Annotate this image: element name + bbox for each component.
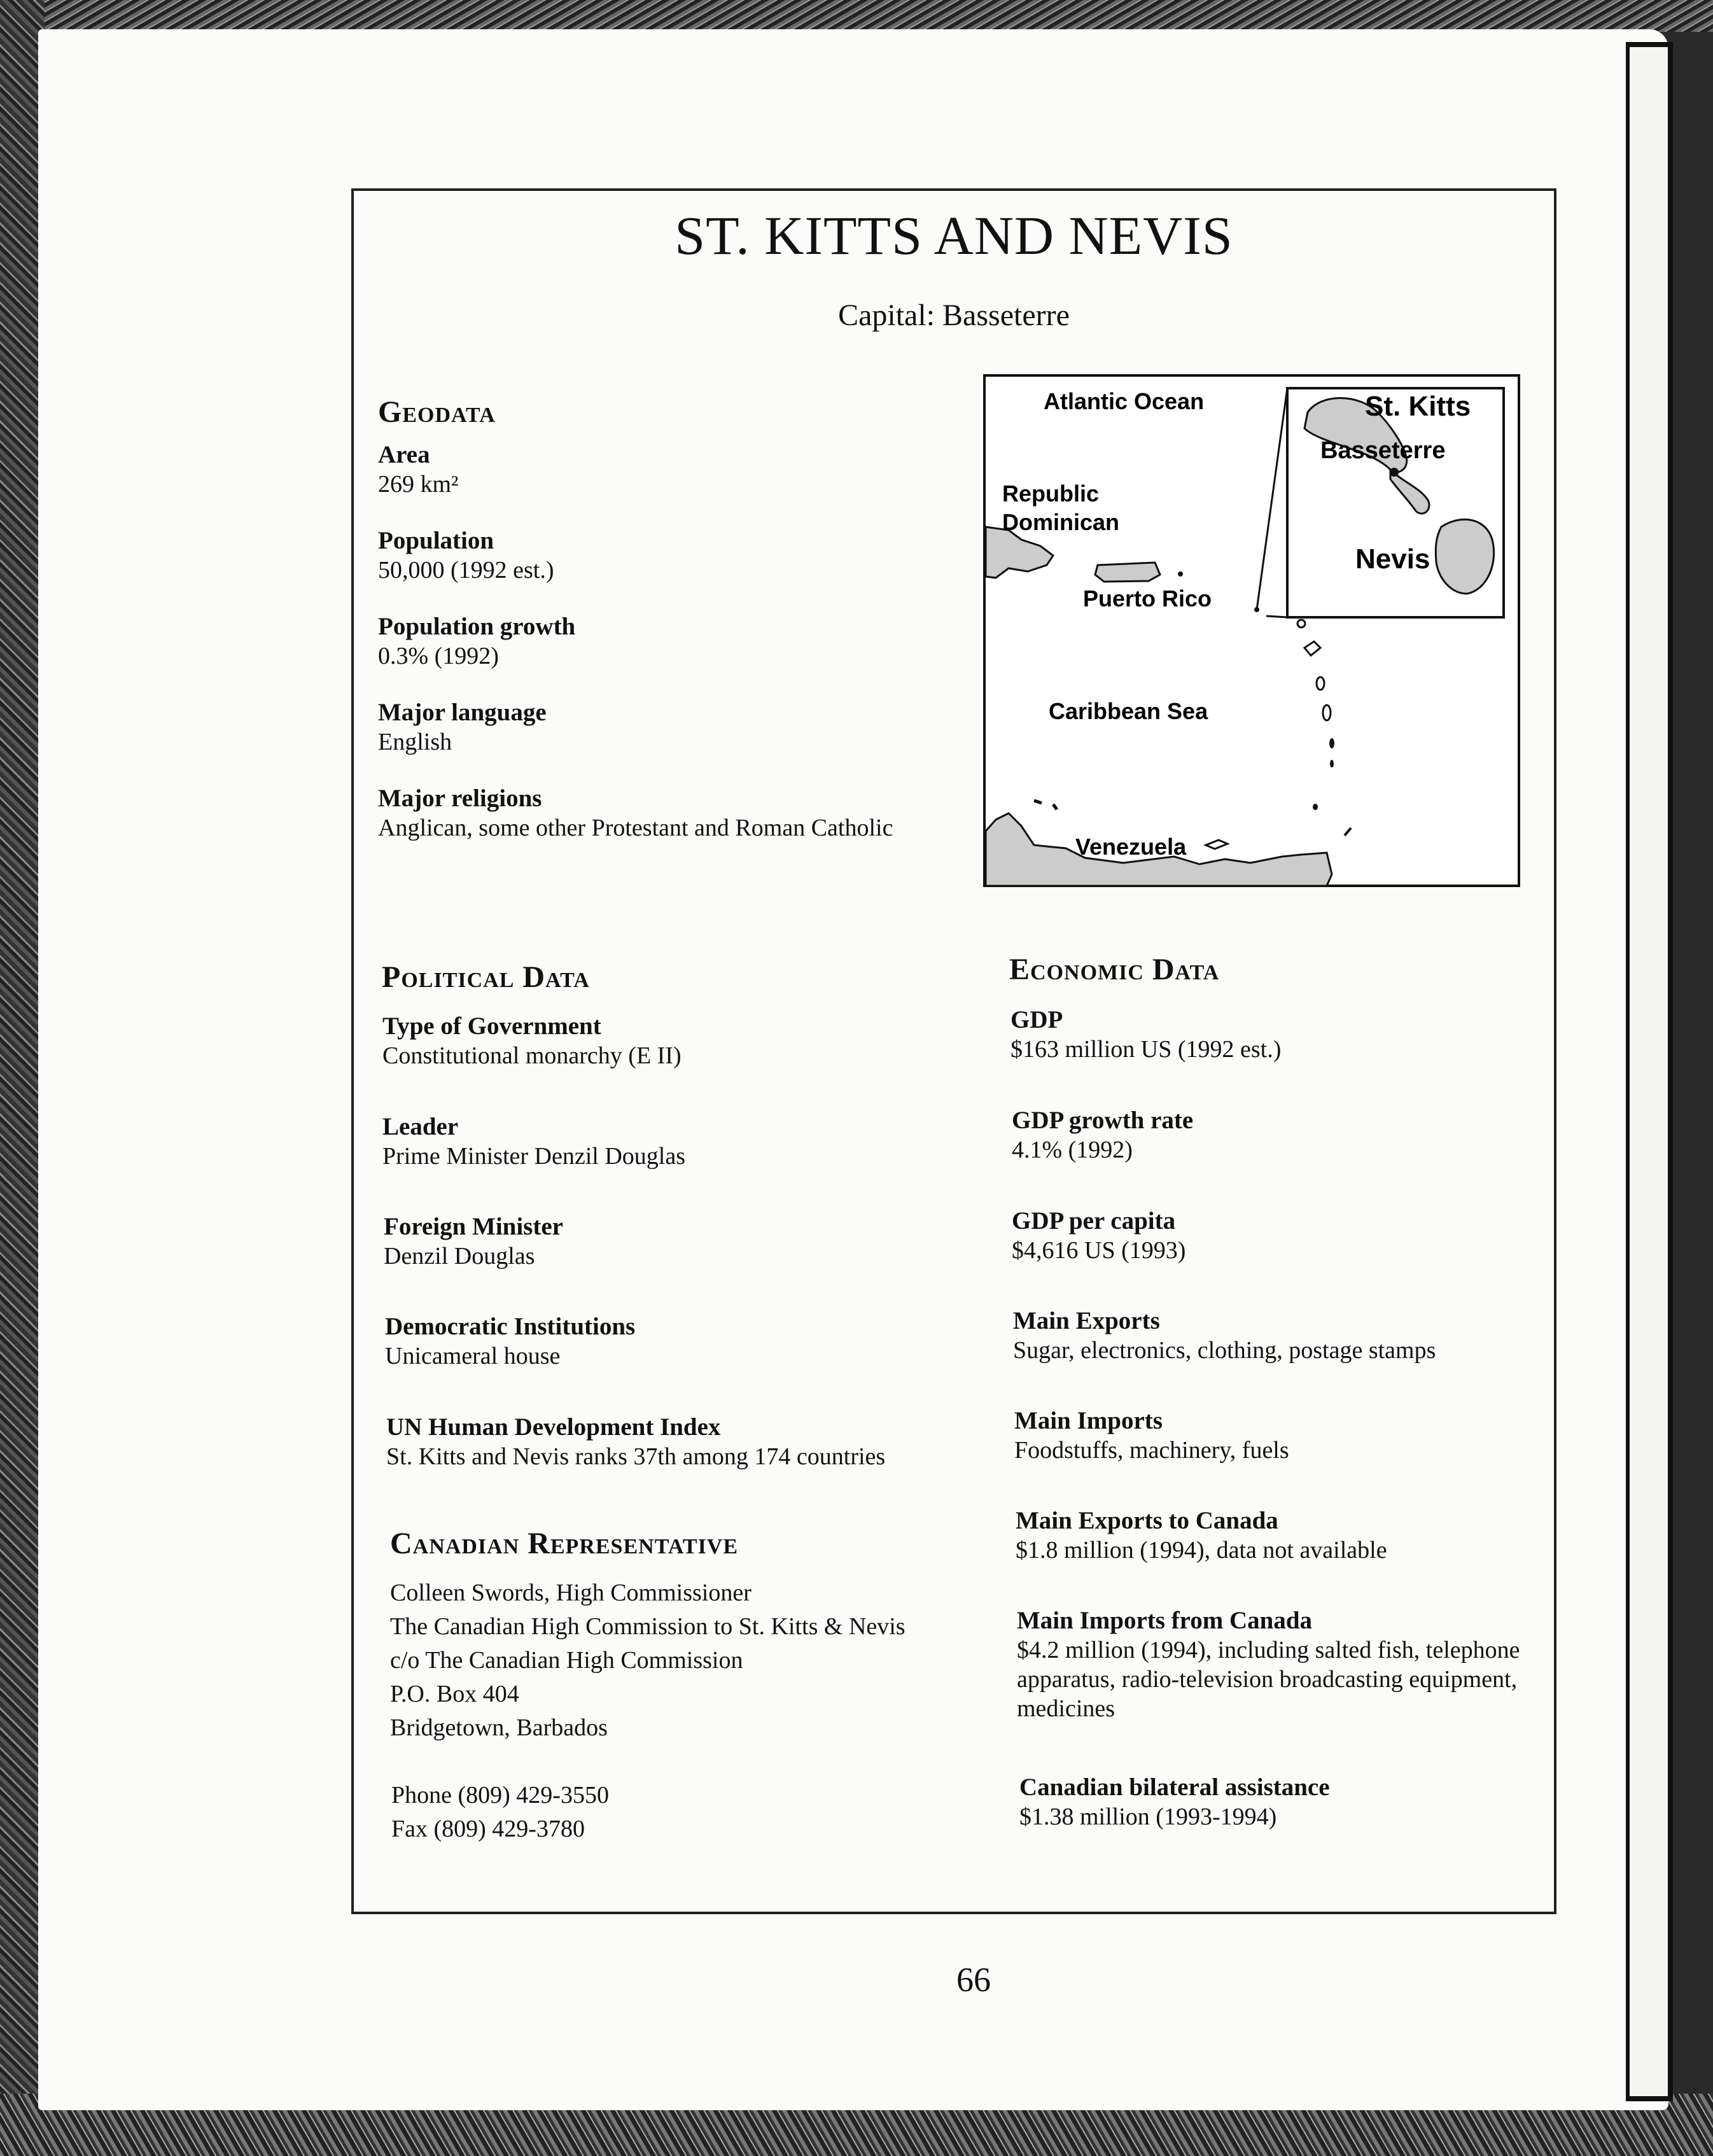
field-value: $4,616 US (1993) [1012, 1237, 1186, 1264]
capital-line: Capital: Basseterre [838, 298, 1070, 332]
canadian-rep-contact [391, 1779, 964, 1846]
field-label: Main Imports from Canada [1017, 1607, 1313, 1634]
islet-dot [1178, 571, 1183, 577]
geodata-major-religions [378, 784, 951, 843]
basseterre-dot [1390, 468, 1399, 477]
address-line: P.O. Box 404 [390, 1681, 519, 1707]
address-line: Colleen Swords, High Commissioner [390, 1579, 752, 1606]
label-puerto-rico: Puerto Rico [1083, 585, 1212, 612]
field-label: Democratic Institutions [385, 1313, 636, 1340]
inset-pointer-line-bottom [1266, 616, 1287, 617]
field-value-line: medicines [1017, 1695, 1115, 1722]
page-title: ST. KITTS AND NEVIS [675, 205, 1233, 266]
label-dominican: Dominican [1002, 509, 1120, 535]
economic-exports-to-canada [1016, 1506, 1556, 1565]
political-heading: Political Data [382, 960, 590, 994]
field-label: Major religions [378, 785, 542, 812]
economic-main-exports [1013, 1306, 1554, 1365]
nevis-island [1436, 519, 1493, 594]
antilles-dot [1254, 607, 1259, 612]
field-label: Canadian bilateral assistance [1019, 1774, 1330, 1801]
field-label: Major language [378, 699, 547, 726]
region-map [983, 374, 1520, 887]
field-label: Population [378, 527, 494, 554]
address-line: c/o The Canadian High Commission [390, 1647, 743, 1674]
field-label: Main Imports [1014, 1407, 1163, 1434]
economic-bilateral-assistance [1019, 1773, 1560, 1831]
political-foreign-minister [384, 1212, 1020, 1271]
field-value: Constitutional monarchy (E II) [382, 1042, 682, 1069]
label-republic: Republic [1002, 480, 1100, 507]
economic-imports-from-canada [1017, 1606, 1558, 1723]
label-atlantic-ocean: Atlantic Ocean [1044, 388, 1205, 414]
field-value: 50,000 (1992 est.) [378, 557, 554, 584]
economic-gdp-growth [1012, 1106, 1553, 1165]
canadian-rep-heading: Canadian Representative [390, 1527, 739, 1560]
field-value: $1.8 million (1994), data not available [1016, 1537, 1387, 1564]
antilles-island-5 [1330, 760, 1334, 767]
field-label: GDP per capita [1012, 1207, 1176, 1235]
field-value: Unicameral house [385, 1343, 561, 1369]
field-value: $163 million US (1992 est.) [1010, 1036, 1282, 1063]
address-line: Bridgetown, Barbados [390, 1714, 608, 1741]
political-type-of-government [382, 1012, 1019, 1070]
economic-heading: Economic Data [1009, 953, 1220, 986]
field-value-line: $4.2 million (1994), including salted fish, telephone [1017, 1637, 1520, 1663]
field-label: GDP growth rate [1012, 1107, 1194, 1134]
label-basseterre: Basseterre [1320, 437, 1446, 464]
field-value: English [378, 729, 452, 755]
field-label: Main Exports [1013, 1307, 1160, 1334]
field-label: Leader [382, 1113, 459, 1140]
puerto-rico-island [1095, 563, 1160, 582]
page-binding-edge [1626, 42, 1673, 2101]
label-st-kitts: St. Kitts [1365, 391, 1471, 422]
field-label: Main Exports to Canada [1016, 1507, 1278, 1534]
label-caribbean-sea: Caribbean Sea [1049, 698, 1208, 724]
field-label: UN Human Development Index [386, 1413, 721, 1441]
antilles-island-3 [1323, 705, 1331, 720]
fax-line: Fax (809) 429-3780 [391, 1816, 585, 1842]
label-nevis: Nevis [1355, 543, 1430, 575]
field-value: $1.38 million (1993-1994) [1019, 1803, 1277, 1830]
label-venezuela: Venezuela [1075, 834, 1187, 860]
economic-gdp [1010, 1005, 1551, 1064]
field-value: Foodstuffs, machinery, fuels [1014, 1437, 1289, 1464]
field-value: Sugar, electronics, clothing, postage stamps [1013, 1337, 1436, 1364]
field-label: GDP [1010, 1006, 1063, 1033]
field-label: Type of Government [382, 1012, 601, 1040]
field-value: Anglican, some other Protestant and Roman Catholic [378, 815, 893, 841]
political-leader [382, 1112, 1019, 1171]
field-label: Population growth [378, 613, 576, 640]
page-number: 66 [956, 1961, 991, 1999]
field-label: Area [378, 441, 430, 468]
geodata-population-growth [378, 612, 1014, 671]
field-value: St. Kitts and Nevis ranks 37th among 174 countries [386, 1443, 886, 1470]
field-value: 269 km² [378, 471, 459, 498]
geodata-population [378, 526, 1014, 585]
field-value: 4.1% (1992) [1012, 1137, 1133, 1163]
economic-main-imports [1014, 1406, 1555, 1465]
field-value-line: apparatus, radio-television broadcasting equipment, [1017, 1666, 1518, 1693]
geodata-major-language [378, 698, 1014, 757]
phone-line: Phone (809) 429-3550 [391, 1782, 609, 1809]
antilles-island-4 [1329, 738, 1334, 748]
field-value: Denzil Douglas [384, 1243, 535, 1270]
political-hdi [386, 1413, 959, 1471]
geodata-heading: Geodata [378, 395, 496, 429]
field-value: 0.3% (1992) [378, 643, 499, 669]
canadian-rep-address [390, 1576, 995, 1745]
address-line: The Canadian High Commission to St. Kitts & Nevis [390, 1613, 905, 1640]
scan-edge-top [0, 0, 1713, 32]
antilles-island-6 [1313, 804, 1318, 810]
antilles-island-2 [1317, 677, 1324, 690]
economic-gdp-per-capita [1012, 1207, 1553, 1265]
geodata-area [378, 440, 1014, 499]
field-value: Prime Minister Denzil Douglas [382, 1143, 685, 1170]
field-label: Foreign Minister [384, 1213, 563, 1240]
political-democratic-institutions [385, 1312, 1021, 1371]
